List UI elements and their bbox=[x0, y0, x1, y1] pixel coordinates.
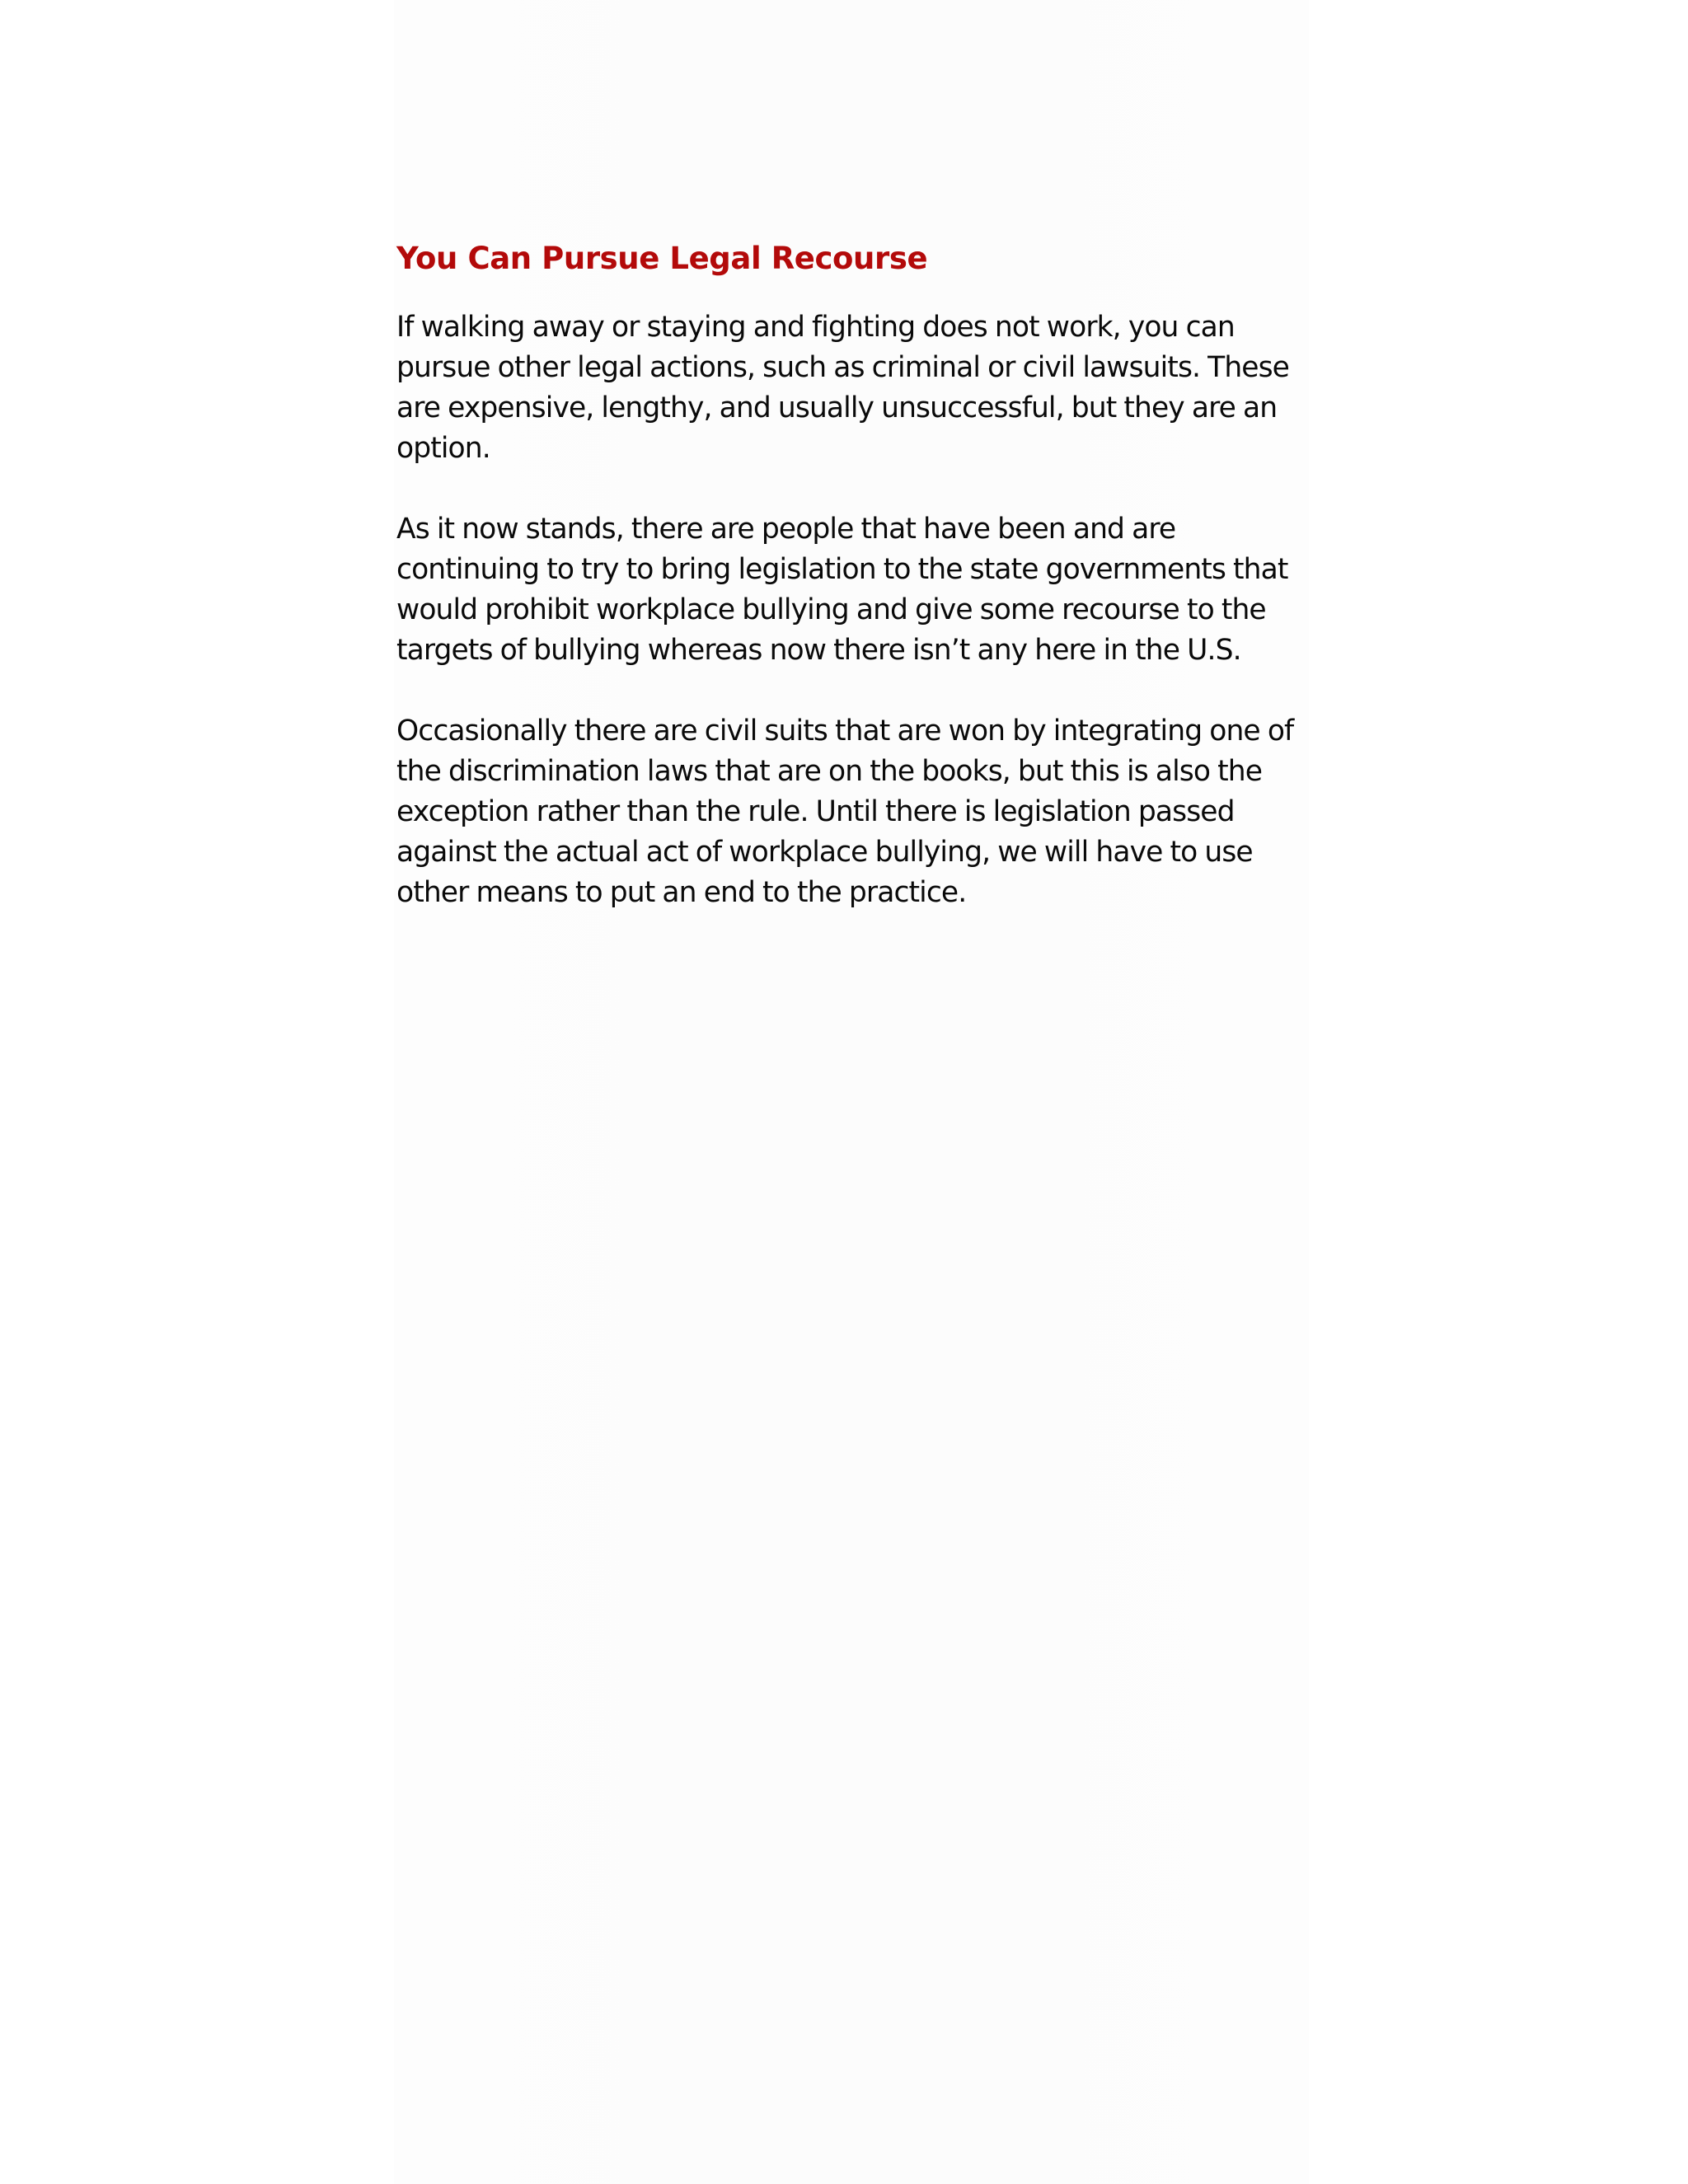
section-heading: You Can Pursue Legal Recourse bbox=[396, 241, 928, 276]
content-column bbox=[396, 233, 1320, 954]
paragraph-civil-suits: Occasionally there are civil suits that are won by integrating one of the discrimination laws that are on the books, but this is also the exception rather than the rule. Until there is legislation passed against the actual act of workplace bullying, we will have to use other means to put an end to the practice. bbox=[396, 715, 1294, 909]
paragraph-legislation: As it now stands, there are people that have been and are continuing to try to bring legislation to the state governments that would prohibit workplace bullying and give some recourse to the targets of bullying whereas now there isn’t any here in the U.S. bbox=[396, 513, 1288, 667]
paragraph-legal-actions: If walking away or staying and fighting does not work, you can pursue other legal actions, such as criminal or civil lawsuits. These are expensive, lengthy, and usually unsuccessful, but they are an option. bbox=[396, 311, 1290, 465]
